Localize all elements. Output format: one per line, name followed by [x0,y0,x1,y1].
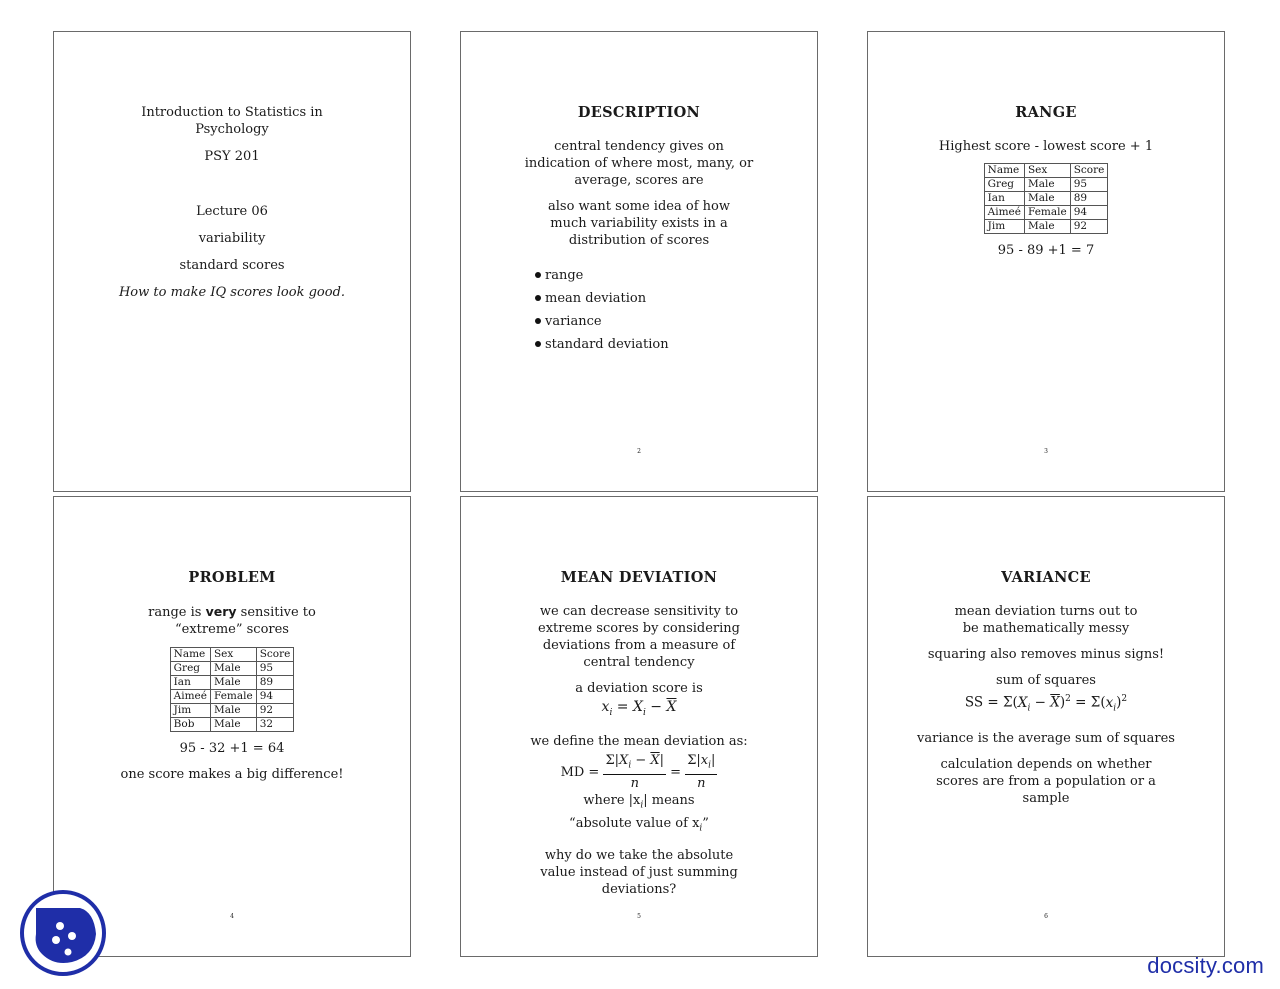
paragraph: a deviation score is [575,681,703,696]
lecture-number: Lecture 06 [196,204,268,219]
slide-6 [867,496,1225,957]
table-row: Ian Male 89 [170,676,294,690]
page-number: 4 [230,913,234,920]
slide-title: RANGE [1015,104,1077,121]
paragraph: mean deviation turns out to be mathematically messy [954,604,1138,636]
table-row: Greg Male 95 [984,178,1108,192]
paragraph: squaring also removes minus signs! [927,647,1165,662]
slide-title: MEAN DEVIATION [560,569,718,586]
course-code: PSY 201 [204,149,260,164]
paragraph: variance is the average sum of squares [917,731,1175,747]
emphasis-text: very [205,604,237,619]
list-item: range [535,267,817,284]
slide-4 [53,496,411,957]
paragraph: calculation depends on whether scores are from a population or a sample [936,757,1156,807]
table-row: Greg Male 95 [170,662,294,676]
page-number: 5 [637,913,641,920]
table-row: Bob Male 32 [170,718,294,732]
slide-title: PROBLEM [188,569,276,586]
sum-of-squares-formula: SS = $\Sigma(X_i - \overline{X})^2 = \Sigma(x_i)^2$ [964,694,1128,714]
paragraph: where $|x_i|$ means [583,793,695,811]
slide-3 [867,31,1225,492]
list-item: variance [535,313,817,330]
page-number: 3 [1044,448,1048,455]
deviation-formula: $x_i = X_i - \overline{X}$ [601,699,677,718]
topic-variability: variability [198,231,266,246]
paragraph: also want some idea of how much variability exists in a distribution of scores [548,199,730,248]
bullet-icon [535,272,541,278]
list-item: mean deviation [535,290,817,307]
paragraph: “absolute value of $x_i$” [569,815,709,834]
docsity-logo-icon [20,890,106,976]
bullet-icon [535,295,541,301]
list-item: standard deviation [535,336,817,353]
paragraph: why do we take the absolute value instead of just summing deviations? [540,847,738,897]
score-table [170,647,295,732]
paragraph: central tendency gives on indication of where most, many, or average, scores are [524,139,754,188]
bullet-icon [535,318,541,324]
note: one score makes a big difference! [120,767,344,782]
brand-wordmark: docsity.com [1147,953,1264,978]
table-header-row: Name Sex Score [170,648,294,662]
paragraph: we define the mean deviation as: [530,733,748,749]
range-result: 95 - 89 +1 = 7 [997,243,1095,258]
tagline: How to make IQ scores look good. [118,285,346,300]
bullet-icon [535,341,541,347]
table-header-row: Name Sex Score [984,164,1108,178]
slide-2 [460,31,818,492]
table-row: Jim Male 92 [984,220,1108,234]
paragraph: sum of squares [996,673,1096,688]
mean-deviation-formula: MD = $\frac{\Sigma|X_i - \overline{X}|}{n}$ = $\frac{\Sigma|x_i|}{n}$ [560,752,716,792]
page-number: 2 [637,448,641,455]
paragraph: range is very sensitive to “extreme” scores [148,604,316,637]
table-row: Aimeé Female 94 [170,690,294,704]
score-table [984,163,1109,234]
slide-5 [460,496,818,957]
course-title: Introduction to Statistics in Psychology [141,105,323,137]
topic-standard-scores: standard scores [179,258,285,273]
slide-title: DESCRIPTION [577,104,701,121]
range-formula: Highest score - lowest score + 1 [938,139,1154,154]
bullet-list [535,267,817,353]
table-row: Ian Male 89 [984,192,1108,206]
slide-1 [53,31,411,492]
range-result: 95 - 32 +1 = 64 [179,741,285,756]
slide-title: VARIANCE [1001,569,1091,586]
page-number: 6 [1044,913,1048,920]
table-row: Aimeé Female 94 [984,206,1108,220]
paragraph: we can decrease sensitivity to extreme scores by considering deviations from a measure of central tendency [538,604,740,670]
table-row: Jim Male 92 [170,704,294,718]
